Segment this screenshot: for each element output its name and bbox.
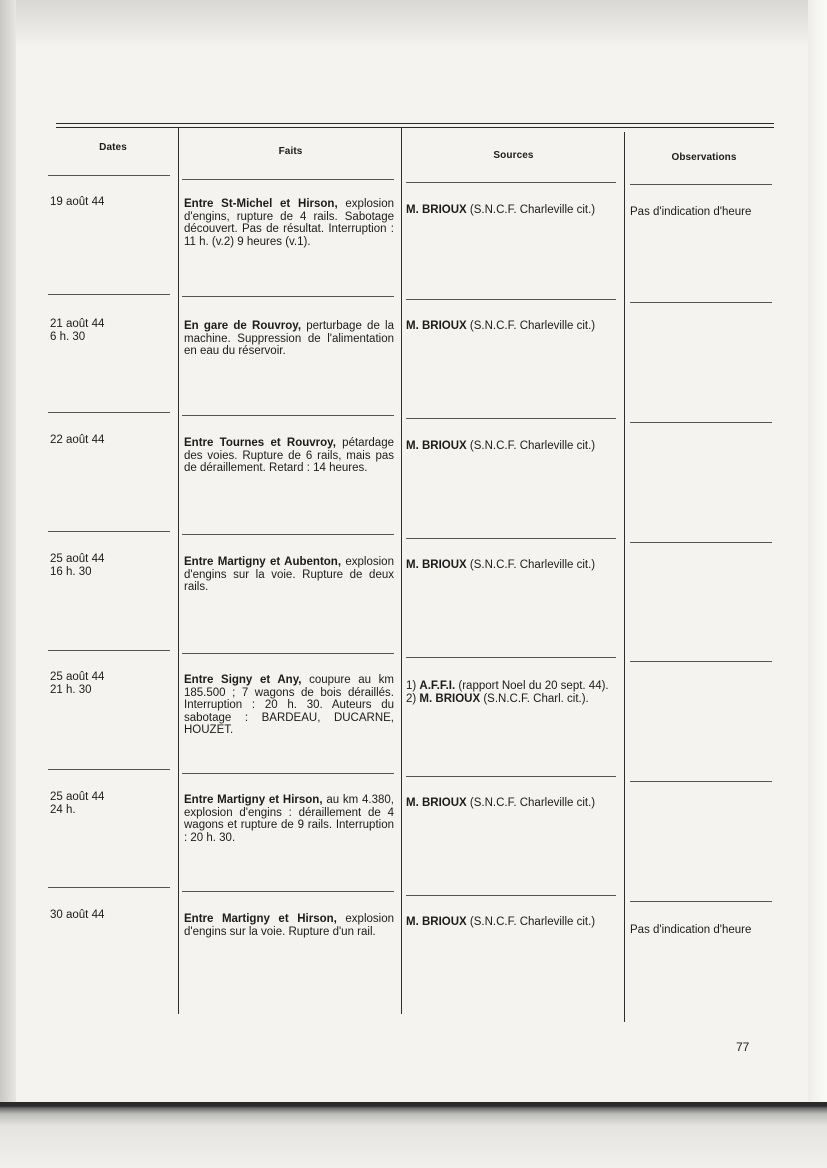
time-line: 16 h. 30 bbox=[50, 565, 92, 578]
faits-cell bbox=[184, 320, 394, 358]
source-author: M. BRIOUX bbox=[419, 692, 481, 705]
row-separator bbox=[182, 179, 394, 180]
date-cell bbox=[50, 791, 174, 816]
faits-location: Entre St-Michel et Hirson, bbox=[184, 198, 338, 210]
row-separator bbox=[630, 901, 772, 902]
row-separator bbox=[48, 294, 170, 295]
date-cell bbox=[50, 909, 174, 922]
sources-cell bbox=[406, 320, 624, 333]
date-line: 30 août 44 bbox=[50, 909, 105, 921]
source-author: A.F.F.I. bbox=[419, 680, 456, 692]
sources-cell bbox=[406, 204, 624, 217]
faits-cell bbox=[184, 794, 394, 844]
faits-text: explosion d'engins sur la voie. Rupture de deux rails. bbox=[184, 556, 394, 593]
source-line bbox=[406, 680, 618, 693]
date-line: 25 août 44 bbox=[50, 671, 105, 683]
source-line bbox=[406, 916, 624, 929]
column-divider-3 bbox=[624, 132, 625, 1022]
source-number: 2) bbox=[406, 692, 420, 705]
faits-location: Entre Tournes et Rouvroy, bbox=[184, 437, 336, 449]
faits-cell bbox=[184, 913, 394, 938]
source-number: 1) bbox=[406, 680, 420, 692]
header-sources: Sources bbox=[493, 150, 534, 161]
source-author: M. BRIOUX bbox=[406, 559, 467, 571]
time-line: 24 h. bbox=[50, 803, 76, 816]
source-line bbox=[406, 440, 624, 453]
source-text: (rapport Noel du 20 sept. 44). bbox=[455, 680, 609, 692]
row-separator bbox=[406, 538, 616, 539]
date-cell bbox=[50, 196, 174, 209]
source-text: (S.N.C.F. Charleville cit.) bbox=[466, 797, 596, 809]
observation-cell: Pas d'indication d'heure bbox=[630, 206, 752, 218]
column-divider-2 bbox=[401, 128, 402, 1014]
row-separator bbox=[630, 781, 772, 782]
source-line bbox=[406, 320, 624, 333]
faits-text: explosion d'engins, rupture de 4 rails. Sabotage découvert. Pas de résultat. Interruption : 11 h. (v.2) 9 heures (v.1). bbox=[184, 198, 394, 248]
source-author: M. BRIOUX bbox=[406, 797, 467, 809]
row-separator bbox=[182, 891, 394, 892]
row-separator bbox=[406, 776, 616, 777]
header-faits: Faits bbox=[278, 146, 303, 157]
date-line: 21 août 44 bbox=[50, 318, 105, 330]
row-separator bbox=[48, 412, 170, 413]
row-separator bbox=[182, 534, 394, 535]
source-author: M. BRIOUX bbox=[406, 916, 467, 928]
row-separator bbox=[48, 175, 170, 176]
row-separator bbox=[48, 531, 170, 532]
source-text: (S.N.C.F. Charl. cit.). bbox=[480, 692, 589, 705]
page-number: 77 bbox=[736, 1040, 750, 1054]
row-separator bbox=[182, 653, 394, 654]
faits-cell bbox=[184, 674, 394, 737]
scan-left-edge bbox=[0, 0, 16, 1168]
time-line: 21 h. 30 bbox=[50, 683, 92, 696]
sources-cell bbox=[406, 680, 618, 705]
sources-cell bbox=[406, 797, 624, 810]
header-dates: Dates bbox=[99, 142, 127, 153]
table-top-rule-2 bbox=[56, 127, 774, 128]
scan-bottom-edge bbox=[0, 1102, 827, 1168]
column-divider-1 bbox=[178, 128, 179, 1014]
date-cell bbox=[50, 671, 174, 696]
row-separator bbox=[48, 887, 170, 888]
row-separator bbox=[630, 661, 772, 662]
row-separator bbox=[406, 418, 616, 419]
sources-cell bbox=[406, 916, 624, 929]
faits-text: explosion d'engins sur la voie. Rupture d'un rail. bbox=[184, 913, 394, 938]
faits-text: au km 4.380, explosion d'engins : déraillement de 4 wagons et rupture de 9 rails. Interruption : 20 h. 30. bbox=[184, 794, 394, 844]
faits-location: En gare de Rouvroy, bbox=[184, 320, 302, 332]
date-line: 22 août 44 bbox=[50, 434, 105, 446]
row-separator bbox=[182, 415, 394, 416]
date-line: 25 août 44 bbox=[50, 791, 105, 803]
row-separator bbox=[630, 422, 772, 423]
date-cell bbox=[50, 553, 174, 578]
row-separator bbox=[48, 650, 170, 651]
sources-cell bbox=[406, 559, 624, 572]
source-text: (S.N.C.F. Charleville cit.) bbox=[466, 204, 596, 216]
row-separator bbox=[630, 542, 772, 543]
date-line: 25 août 44 bbox=[50, 553, 105, 565]
source-text: (S.N.C.F. Charleville cit.) bbox=[466, 559, 596, 571]
faits-cell bbox=[184, 556, 394, 594]
faits-cell bbox=[184, 437, 394, 475]
source-line bbox=[406, 559, 624, 572]
row-separator bbox=[406, 299, 616, 300]
faits-cell bbox=[184, 198, 394, 248]
faits-text: perturbage de la machine. Suppression de l'alimentation en eau du réservoir. bbox=[184, 320, 394, 357]
scan-top-edge bbox=[0, 0, 827, 48]
faits-location: Entre Signy et Any, bbox=[184, 674, 302, 686]
header-observations: Observations bbox=[671, 152, 737, 163]
faits-location: Entre Martigny et Aubenton, bbox=[184, 556, 342, 568]
sources-cell bbox=[406, 440, 624, 453]
scan-right-edge bbox=[808, 0, 827, 1168]
row-separator bbox=[406, 895, 616, 896]
table-top-rule bbox=[56, 123, 774, 124]
source-text: (S.N.C.F. Charleville cit.) bbox=[466, 320, 596, 332]
row-separator bbox=[406, 182, 616, 183]
time-line: 6 h. 30 bbox=[50, 330, 86, 343]
source-author: M. BRIOUX bbox=[406, 204, 467, 216]
source-text: (S.N.C.F. Charleville cit.) bbox=[466, 916, 596, 928]
date-line: 19 août 44 bbox=[50, 196, 105, 208]
source-line bbox=[406, 204, 624, 217]
faits-location: Entre Martigny et Hirson, bbox=[184, 913, 337, 925]
date-cell bbox=[50, 434, 174, 447]
observation-cell: Pas d'indication d'heure bbox=[630, 924, 752, 936]
faits-location: Entre Martigny et Hirson, bbox=[184, 794, 323, 806]
source-text: (S.N.C.F. Charleville cit.) bbox=[466, 440, 596, 452]
source-line bbox=[406, 693, 618, 706]
faits-text: pétardage des voies. Rupture de 6 rails, mais pas de déraillement. Retard : 14 heures. bbox=[184, 437, 394, 474]
row-separator bbox=[630, 184, 772, 185]
row-separator bbox=[630, 302, 772, 303]
row-separator bbox=[182, 296, 394, 297]
source-author: M. BRIOUX bbox=[406, 320, 467, 332]
source-author: M. BRIOUX bbox=[406, 440, 467, 452]
row-separator bbox=[48, 769, 170, 770]
faits-text: coupure au km 185.500 ; 7 wagons de bois déraillés. Interruption : 20 h. 30. Auteurs du sabotage : BARDEAU, DUCARNE, HOUZET. bbox=[184, 674, 394, 736]
row-separator bbox=[406, 657, 616, 658]
row-separator bbox=[182, 773, 394, 774]
date-cell bbox=[50, 318, 174, 343]
source-line bbox=[406, 797, 624, 810]
